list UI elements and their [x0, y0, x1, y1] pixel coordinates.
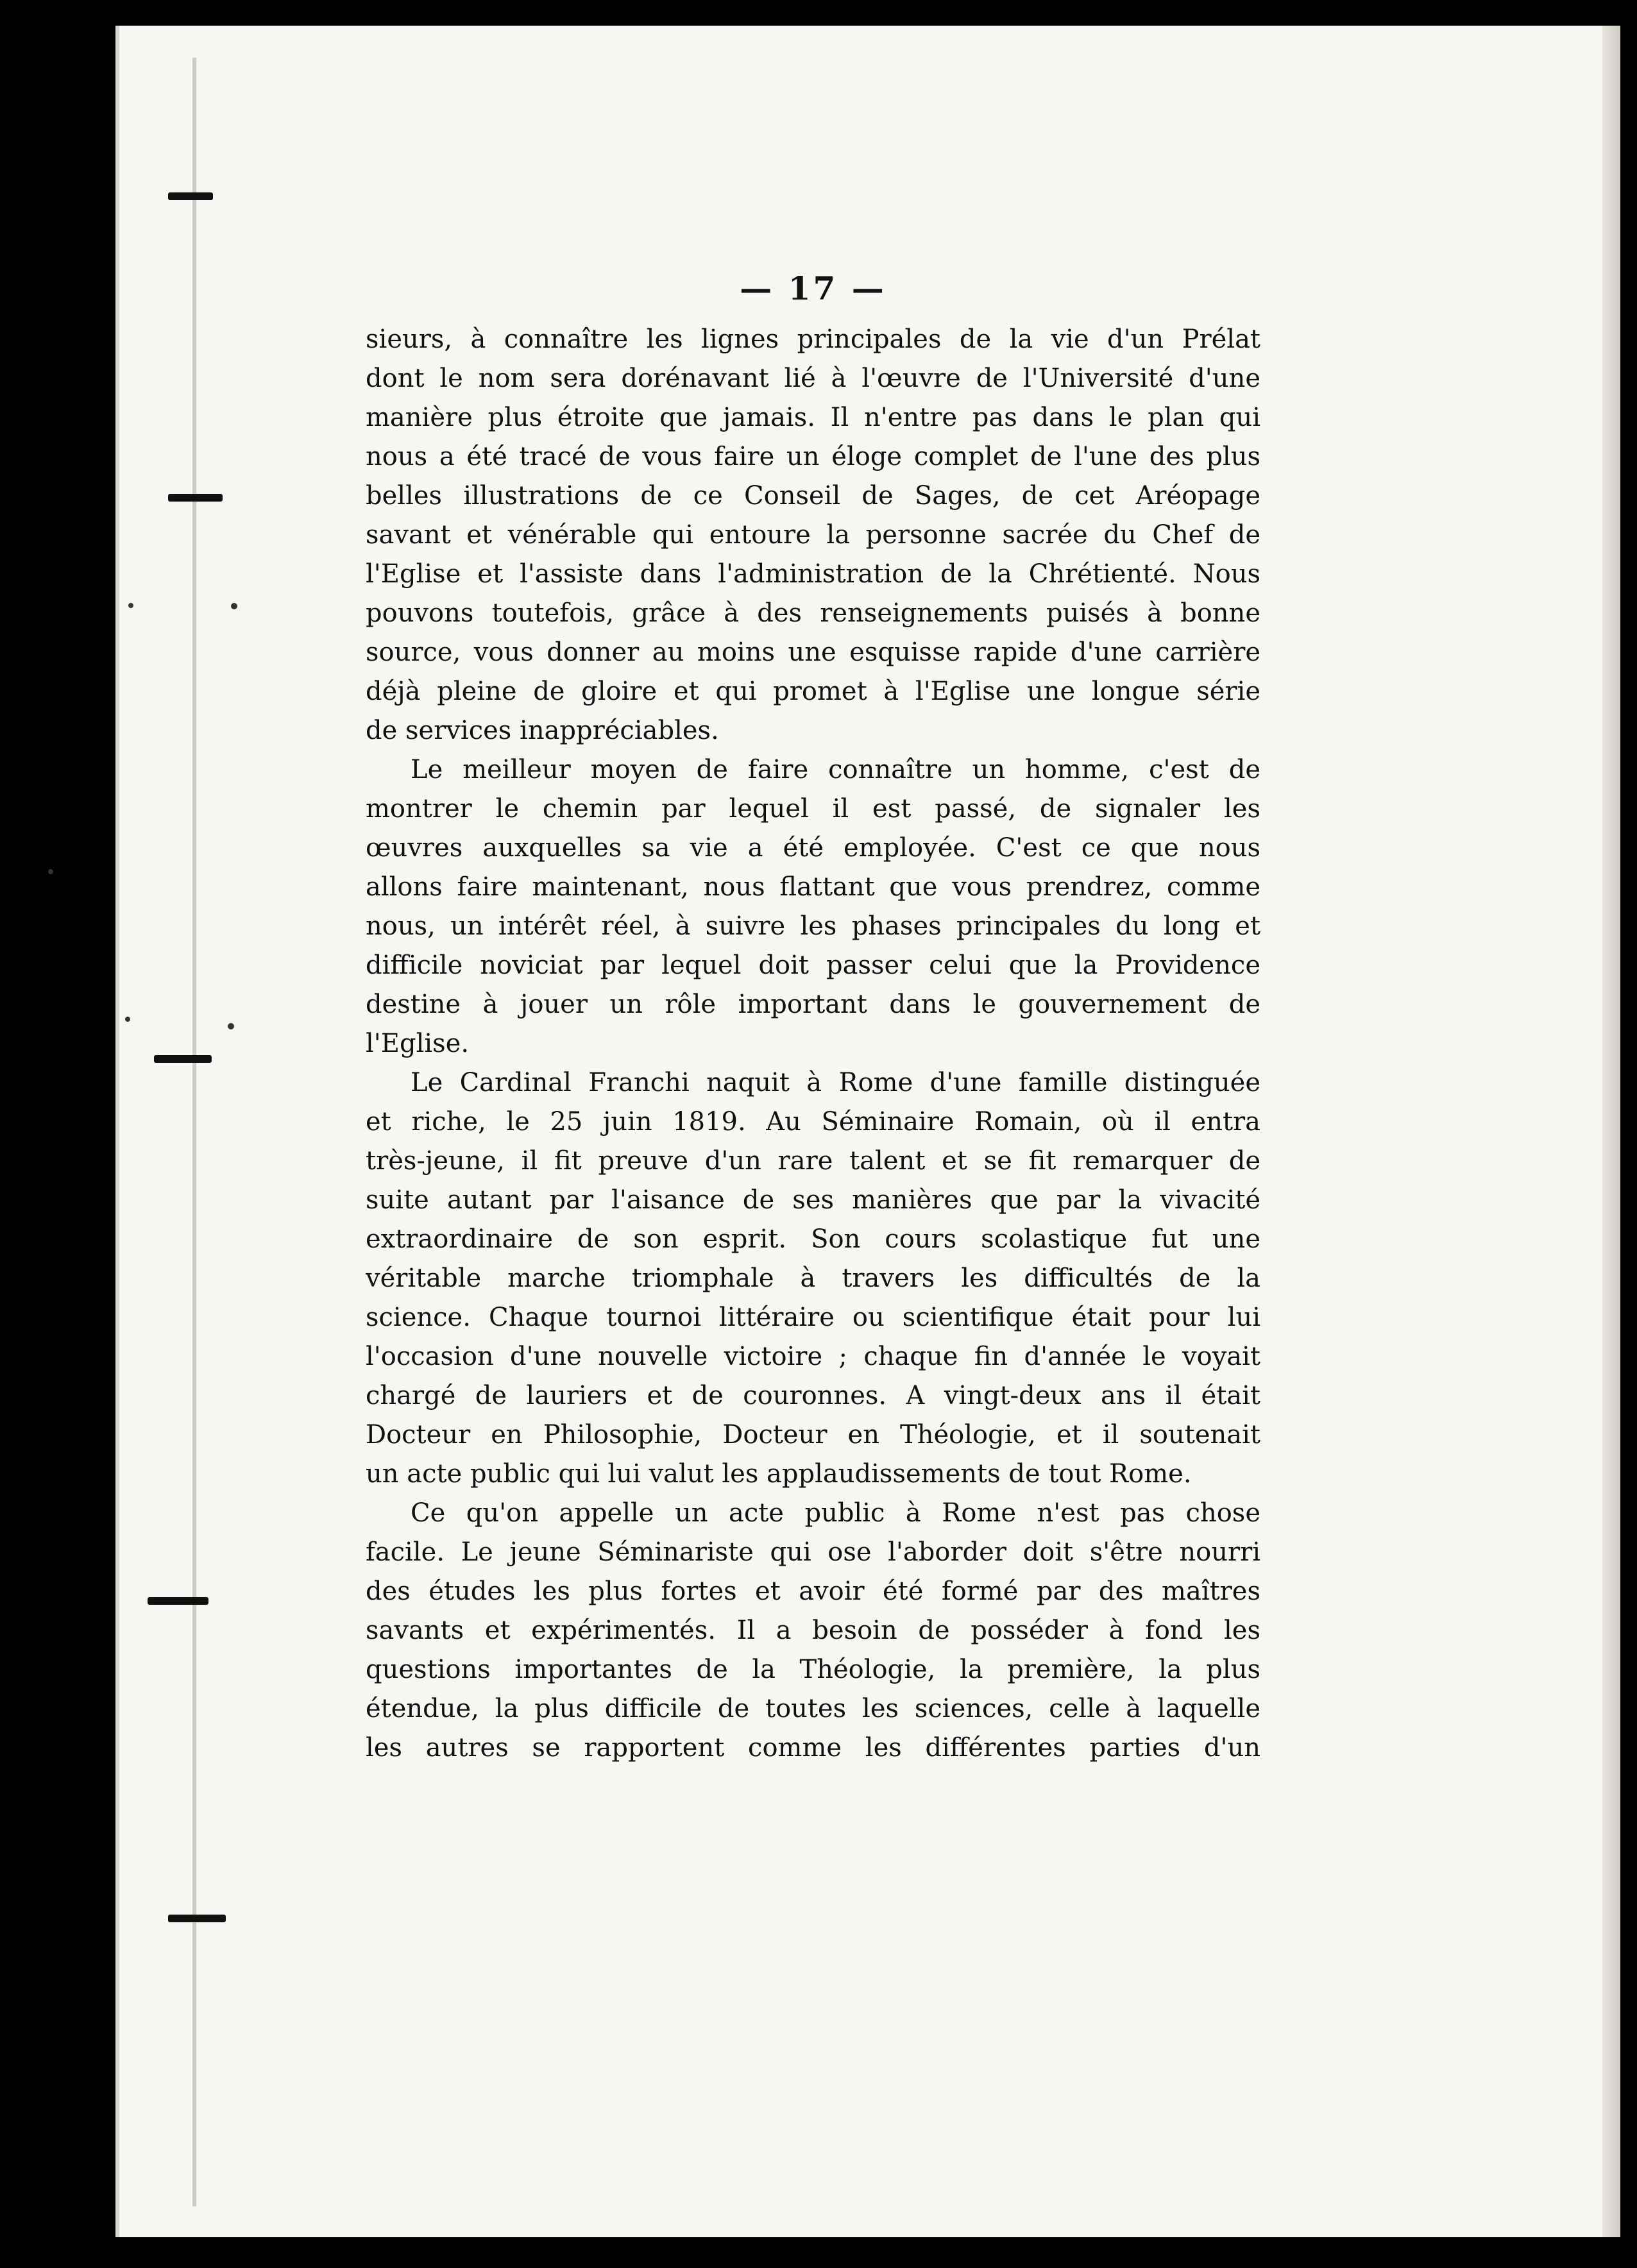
text-line: dont le nom sera dorénavant lié à l'œuvre de l'Université d'une	[366, 364, 1260, 393]
text-line: savants et expérimentés. Il a besoin de posséder à fond les	[366, 1616, 1260, 1645]
text-line: des études les plus fortes et avoir été formé par des maîtres	[366, 1577, 1260, 1606]
ink-speck	[231, 603, 237, 609]
text-line: manière plus étroite que jamais. Il n'entre pas dans le plan qui	[366, 403, 1260, 432]
text-line: questions importantes de la Théologie, la première, la plus	[366, 1655, 1260, 1684]
text-line: sieurs, à connaître les lignes principales de la vie d'un Prélat	[366, 325, 1260, 354]
binding-stitch	[154, 1055, 212, 1063]
text-line: extraordinaire de son esprit. Son cours scolastique fut une	[366, 1224, 1260, 1254]
text-line: Ce qu'on appelle un acte public à Rome n'est pas chose	[411, 1498, 1260, 1528]
ink-speck	[128, 603, 133, 608]
text-line: allons faire maintenant, nous flattant que vous prendrez, comme	[366, 872, 1260, 902]
text-line: savant et vénérable qui entoure la personne sacrée du Chef de	[366, 520, 1260, 550]
ink-speck	[228, 1023, 234, 1029]
text-line: étendue, la plus difficile de toutes les sciences, celle à laquelle	[366, 1694, 1260, 1723]
text-line: l'Eglise et l'assiste dans l'administration de la Chrétienté. Nous	[366, 559, 1260, 589]
binding-stitch	[168, 494, 223, 502]
text-line: nous, un intérêt réel, à suivre les phases principales du long et	[366, 911, 1260, 941]
text-line: destine à jouer un rôle important dans le gouvernement de	[366, 990, 1260, 1019]
text-line: facile. Le jeune Séminariste qui ose l'aborder doit s'être nourri	[366, 1537, 1260, 1567]
text-line: nous a été tracé de vous faire un éloge complet de l'une des plus	[366, 442, 1260, 471]
text-line: un acte public qui lui valut les applaudissements de tout Rome.	[366, 1459, 1192, 1489]
text-line: Le meilleur moyen de faire connaître un homme, c'est de	[411, 755, 1260, 784]
page-edge-shadow	[1602, 26, 1620, 2237]
paragraph	[366, 750, 1260, 1063]
binding-stitch	[148, 1597, 208, 1605]
text-line: Le Cardinal Franchi naquit à Rome d'une famille distinguée	[411, 1068, 1260, 1097]
ink-speck	[48, 869, 53, 874]
page-number: — 17 —	[740, 269, 886, 307]
binding-thread	[192, 58, 196, 2206]
text-line: les autres se rapportent comme les différentes parties d'un	[366, 1733, 1260, 1763]
text-line: l'Eglise.	[366, 1029, 470, 1058]
binding-stitch	[168, 192, 213, 200]
text-line: de services inappréciables.	[366, 716, 719, 745]
text-line: montrer le chemin par lequel il est passé, de signaler les	[366, 794, 1260, 824]
text-line: véritable marche triomphale à travers les difficultés de la	[366, 1264, 1260, 1293]
text-line: Docteur en Philosophie, Docteur en Théologie, et il soutenait	[366, 1420, 1260, 1450]
text-line: très-jeune, il fit preuve d'un rare talent et se fit remarquer de	[366, 1146, 1260, 1176]
binding-stitch	[168, 1915, 226, 1922]
text-line: pouvons toutefois, grâce à des renseignements puisés à bonne	[366, 598, 1260, 628]
text-line: œuvres auxquelles sa vie a été employée. C'est ce que nous	[366, 833, 1260, 863]
paragraph	[366, 1063, 1260, 1494]
text-line: source, vous donner au moins une esquisse rapide d'une carrière	[366, 638, 1260, 667]
text-line: difficile noviciat par lequel doit passer celui que la Providence	[366, 951, 1260, 980]
ink-speck	[125, 1017, 130, 1022]
text-line: belles illustrations de ce Conseil de Sages, de cet Aréopage	[366, 481, 1260, 511]
text-line: suite autant par l'aisance de ses manières que par la vivacité	[366, 1185, 1260, 1215]
paragraph	[366, 1494, 1260, 1768]
text-line: déjà pleine de gloire et qui promet à l'Eglise une longue série	[366, 677, 1260, 706]
text-line: l'occasion d'une nouvelle victoire ; chaque fin d'année le voyait	[366, 1342, 1260, 1371]
paragraph	[366, 320, 1260, 750]
page-text	[366, 269, 1260, 1768]
text-line: science. Chaque tournoi littéraire ou scientifique était pour lui	[366, 1303, 1260, 1332]
text-line: et riche, le 25 juin 1819. Au Séminaire Romain, où il entra	[366, 1107, 1260, 1137]
text-line: chargé de lauriers et de couronnes. A vingt-deux ans il était	[366, 1381, 1260, 1410]
